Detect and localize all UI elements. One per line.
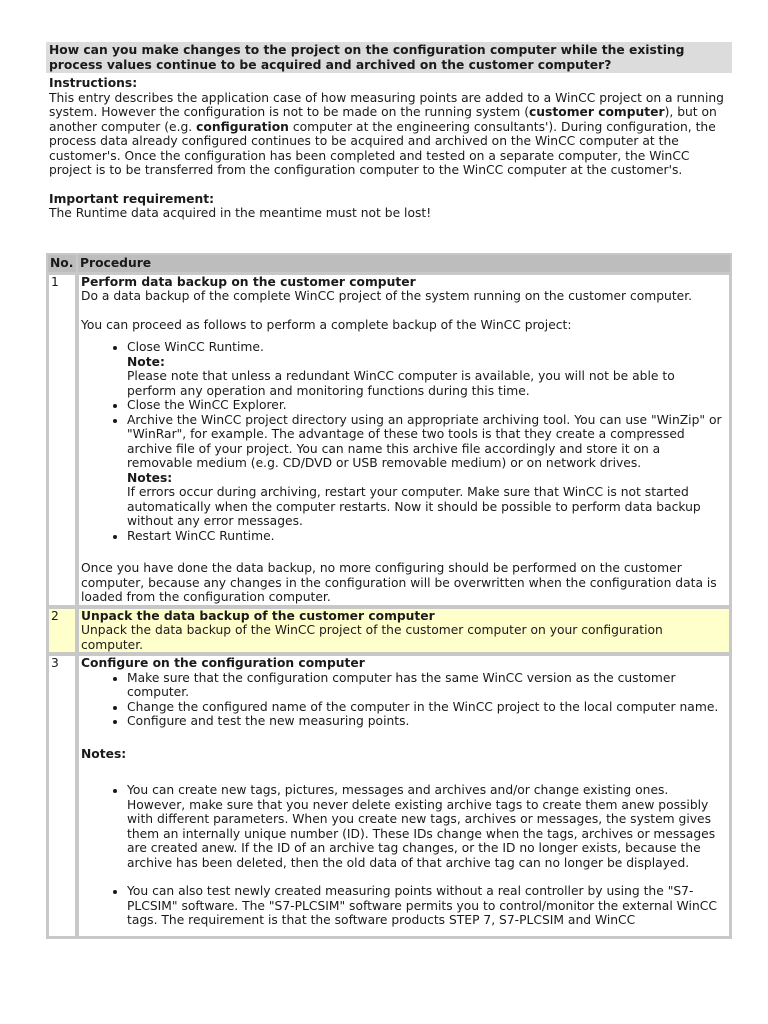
procedure-table: [46, 253, 732, 939]
list-item-text: Close WinCC Runtime.: [127, 340, 264, 354]
notes-label: Notes:: [81, 746, 127, 761]
step-number: 3: [48, 655, 76, 937]
instructions-text-part3: computer at the engineering consultants'). During configuration, the process data already configured continues to be acquired and archived on the WinCC computer at the customer's. Once the configuration has been completed and tested on a separate computer, the WinCC project is to be transferred from the configuration computer to the WinCC computer at the customer's.: [49, 119, 716, 177]
step-number: 2: [48, 608, 76, 654]
instructions-heading: Instructions:: [49, 76, 138, 90]
configuration-term: configuration: [196, 119, 289, 134]
step-bullet-list: [81, 671, 727, 729]
note-text: Please note that unless a redundant WinCC computer is available, you will not be able to perform any operation and monitoring functions during this time.: [127, 369, 675, 398]
note-text: If errors occur during archiving, restart your computer. Make sure that WinCC is not started automatically when the computer restarts. Now it should be possible to perform data backup without any error messages.: [127, 485, 701, 528]
requirement-heading: Important requirement:: [49, 191, 215, 206]
instructions-section: [46, 73, 732, 221]
customer-computer-term: customer computer: [529, 105, 665, 119]
step-title: Perform data backup on the customer computer: [81, 274, 416, 289]
step-content: [78, 608, 730, 654]
step-text: You can proceed as follows to perform a complete backup of the WinCC project:: [81, 317, 572, 332]
note-label: Note:: [127, 354, 165, 369]
table-header-row: [48, 255, 730, 272]
step-text: Once you have done the data backup, no more configuring should be performed on the customer computer, because any changes in the configuration will be overwritten when the configuration data is loaded from the configuration computer.: [81, 561, 717, 604]
column-header-no: No.: [48, 255, 76, 272]
list-item: [127, 413, 727, 529]
instructions-text: [49, 91, 729, 178]
list-item: • Close the WinCC Explorer.: [127, 398, 727, 413]
step-title: Configure on the configuration computer: [81, 656, 365, 670]
step-text: Unpack the data backup of the WinCC project of the customer computer on your configuration computer.: [81, 623, 663, 652]
list-item: • Change the configured name of the computer in the WinCC project to the local computer name.: [127, 700, 727, 715]
column-header-procedure: Procedure: [78, 255, 730, 272]
step-content: [78, 655, 730, 937]
step-content: [78, 274, 730, 606]
list-item: • Configure and test the new measuring points.: [127, 714, 727, 729]
list-item: [127, 340, 727, 398]
table-row: [48, 655, 730, 937]
instructions-text-part2: ), but on another computer (e.g.: [49, 105, 717, 134]
step-text: Do a data backup of the complete WinCC project of the system running on the customer computer.: [81, 289, 693, 303]
list-item: • Make sure that the configuration computer has the same WinCC version as the customer computer.: [127, 671, 727, 700]
list-item: • Restart WinCC Runtime.: [127, 529, 727, 544]
table-row: [48, 274, 730, 606]
requirement-text: The Runtime data acquired in the meantime must not be lost!: [49, 206, 432, 220]
step-title: Unpack the data backup of the customer computer: [81, 608, 435, 623]
document-page: [46, 42, 732, 939]
notes-list: [81, 783, 727, 928]
instructions-text-part1: This entry describes the application case of how measuring points are added to a WinCC project on a running system. However the configuration is not to be made on the running system (: [49, 90, 724, 119]
list-item: • You can also test newly created measuring points without a real controller by using the "S7-PLCSIM" software. The "S7-PLCSIM" software permits you to control/monitor the external WinCC tags. The requirement is that the software products STEP 7, S7-PLCSIM and WinCC: [127, 884, 727, 928]
table-row: [48, 608, 730, 654]
step-bullet-list: [81, 340, 727, 543]
note-label: Notes:: [127, 470, 173, 485]
list-item-text: Archive the WinCC project directory using an appropriate archiving tool. You can use "WinZip" or "WinRar", for example. The advantage of these two tools is that they create a compressed archive file of your project. You can name this archive file accordingly and store it on a removable medium (e.g. CD/DVD or USB removable medium) or on network drives.: [127, 412, 722, 470]
question-heading: How can you make changes to the project on the configuration computer while the existing process values continue to be acquired and archived on the customer computer?: [46, 42, 732, 73]
list-item: • You can create new tags, pictures, messages and archives and/or change existing ones. However, make sure that you never delete existing archive tags to create them anew possibly with different parameters. When you create new tags, archives or messages, the system gives them an internally unique number (ID). These IDs change when the tags, archives or messages are created anew. If the ID of an archive tag changes, or the ID no longer exists, because the archive has been deleted, then the old data of that archive tag can no longer be displayed.: [127, 783, 727, 870]
step-number: 1: [48, 274, 76, 606]
